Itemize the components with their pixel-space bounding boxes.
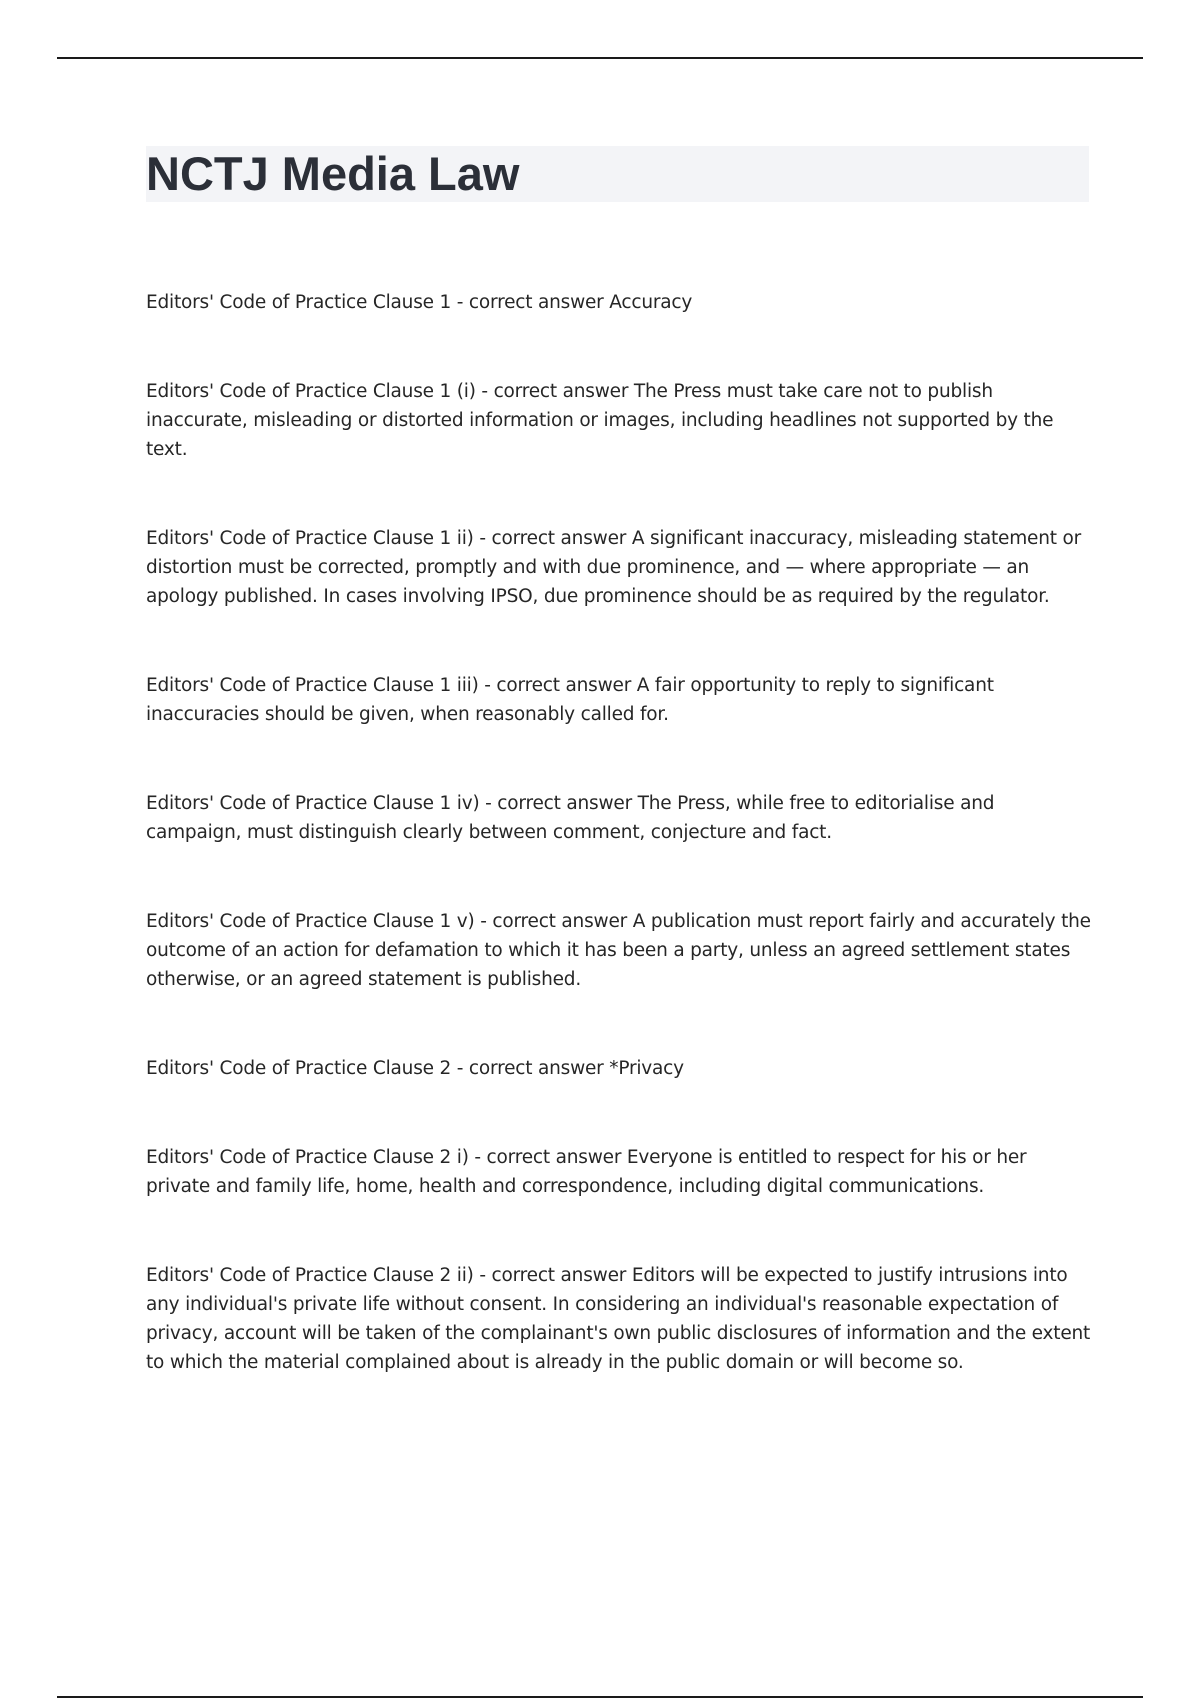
entry-clause-1-i: Editors' Code of Practice Clause 1 (i) - correct answer The Press must take care not to publish inaccurate, misleading or distorted information or images, including headlines not supported by the text. [146,381,1054,460]
entry-list [146,288,1091,1437]
bottom-rule [57,1696,1143,1698]
top-rule [57,57,1143,59]
entry-clause-1-ii: Editors' Code of Practice Clause 1 ii) - correct answer A significant inaccuracy, misleading statement or distortion must be corrected, promptly and with due prominence, and — where appropriate — an apology published. In cases involving IPSO, due prominence should be as required by the regulator. [146,528,1082,607]
entry-clause-2-ii: Editors' Code of Practice Clause 2 ii) - correct answer Editors will be expected to justify intrusions into any individual's private life without consent. In considering an individual's reasonable expectation of privacy, account will be taken of the complainant's own public disclosures of information and the extent to which the material complained about is already in the public domain or will become so. [146,1265,1091,1373]
entry-clause-1-v: Editors' Code of Practice Clause 1 v) - correct answer A publication must report fairly and accurately the outcome of an action for defamation to which it has been a party, unless an agreed settlement states otherwise, or an agreed statement is published. [146,911,1091,990]
entry-clause-1-iii: Editors' Code of Practice Clause 1 iii) - correct answer A fair opportunity to reply to significant inaccuracies should be given, when reasonably called for. [146,675,994,725]
entry-clause-1: Editors' Code of Practice Clause 1 - correct answer Accuracy [146,292,693,313]
entry-clause-2-i: Editors' Code of Practice Clause 2 i) - correct answer Everyone is entitled to respect for his or her private and family life, home, health and correspondence, including digital communications. [146,1147,1027,1197]
entry-clause-2: Editors' Code of Practice Clause 2 - correct answer *Privacy [146,1058,684,1079]
page-title: NCTJ Media Law [146,147,520,200]
entry-clause-1-iv: Editors' Code of Practice Clause 1 iv) - correct answer The Press, while free to editorialise and campaign, must distinguish clearly between comment, conjecture and fact. [146,793,995,843]
